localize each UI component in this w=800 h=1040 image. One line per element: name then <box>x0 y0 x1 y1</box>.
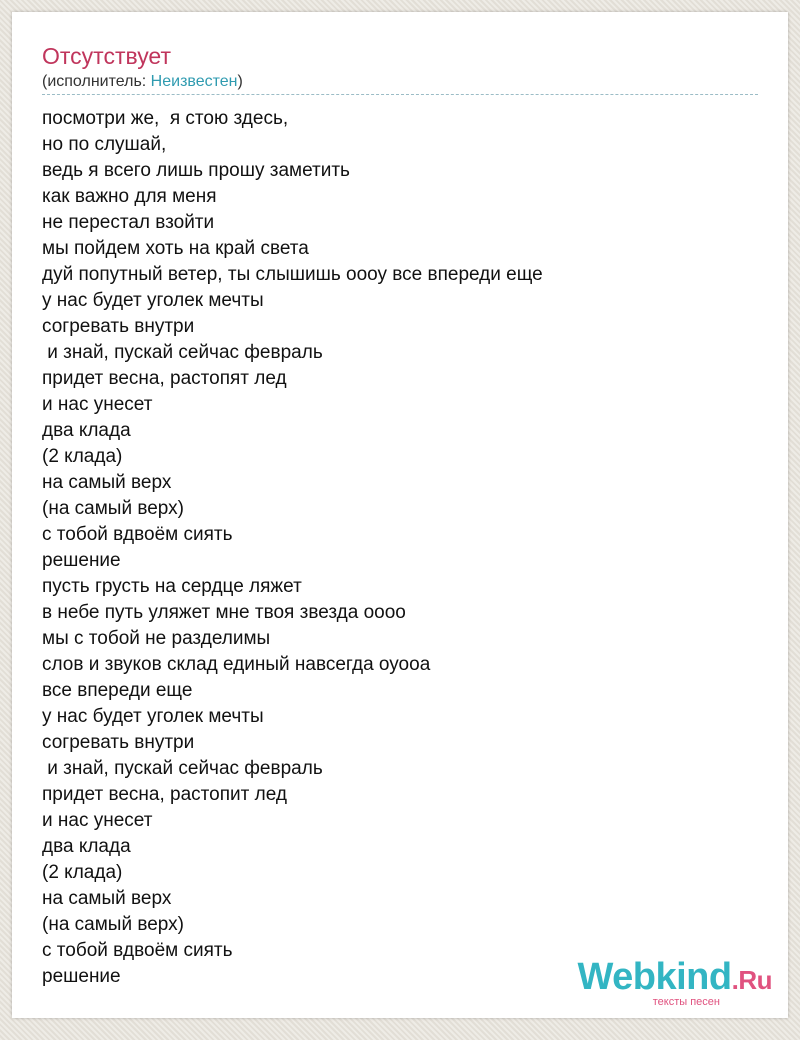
lyric-line: все впереди еще <box>42 680 193 701</box>
lyric-line: мы с тобой не разделимы <box>42 628 271 649</box>
lyric-line: как важно для меня <box>42 186 217 207</box>
song-title: Отсутствует <box>42 43 171 69</box>
artist-suffix: ) <box>237 73 243 90</box>
lyric-line: дуй попутный ветер, ты слышишь оооу все впереди еще <box>42 264 543 285</box>
lyric-line: (на самый верх) <box>42 498 184 519</box>
lyric-line: пусть грусть на сердце ляжет <box>42 576 302 597</box>
lyric-line: слов и звуков склад единый навсегда оуооа <box>42 654 431 675</box>
logo-tld: .Ru <box>731 965 772 995</box>
lyric-line: согревать внутри <box>42 316 195 337</box>
lyric-line: ведь я всего лишь прошу заметить <box>42 160 350 181</box>
artist-prefix: (исполнитель: <box>42 73 151 90</box>
lyric-line: (2 клада) <box>42 446 123 467</box>
lyric-line: не перестал взойти <box>42 212 215 233</box>
lyrics-card <box>12 12 788 1018</box>
lyric-line: придет весна, растопит лед <box>42 784 287 805</box>
lyric-line: решение <box>42 966 121 987</box>
lyric-line: мы пойдем хоть на край света <box>42 238 309 259</box>
lyric-line: и знай, пускай сейчас февраль <box>42 342 323 363</box>
lyric-line: с тобой вдвоём сиять <box>42 940 233 961</box>
lyric-line: но по слушай, <box>42 134 167 155</box>
site-logo[interactable] <box>577 957 772 1008</box>
lyric-line: (2 клада) <box>42 862 123 883</box>
lyric-line: на самый верх <box>42 888 172 909</box>
lyrics-list <box>42 106 543 990</box>
lyric-line: и знай, пускай сейчас февраль <box>42 758 323 779</box>
logo-wordmark <box>577 957 772 1000</box>
artist-line <box>42 72 243 92</box>
logo-brand: Webkind <box>577 956 732 998</box>
artist-link[interactable]: Неизвестен <box>150 73 238 90</box>
lyric-line: в небе путь уляжет мне твоя звезда оооо <box>42 602 406 623</box>
lyric-line: у нас будет уголек мечты <box>42 290 264 311</box>
divider <box>42 94 758 95</box>
lyric-line: и нас унесет <box>42 394 153 415</box>
lyric-line: (на самый верх) <box>42 914 184 935</box>
lyric-line: на самый верх <box>42 472 172 493</box>
lyric-line: с тобой вдвоём сиять <box>42 524 233 545</box>
lyric-line: два клада <box>42 420 131 441</box>
lyric-line: согревать внутри <box>42 732 195 753</box>
lyric-line: два клада <box>42 836 131 857</box>
logo-tagline: тексты песен <box>652 996 720 1008</box>
lyric-line: у нас будет уголек мечты <box>42 706 264 727</box>
lyric-line: и нас унесет <box>42 810 153 831</box>
lyric-line: решение <box>42 550 121 571</box>
lyric-line: посмотри же, я стою здесь, <box>42 108 289 129</box>
lyric-line: придет весна, растопят лед <box>42 368 287 389</box>
